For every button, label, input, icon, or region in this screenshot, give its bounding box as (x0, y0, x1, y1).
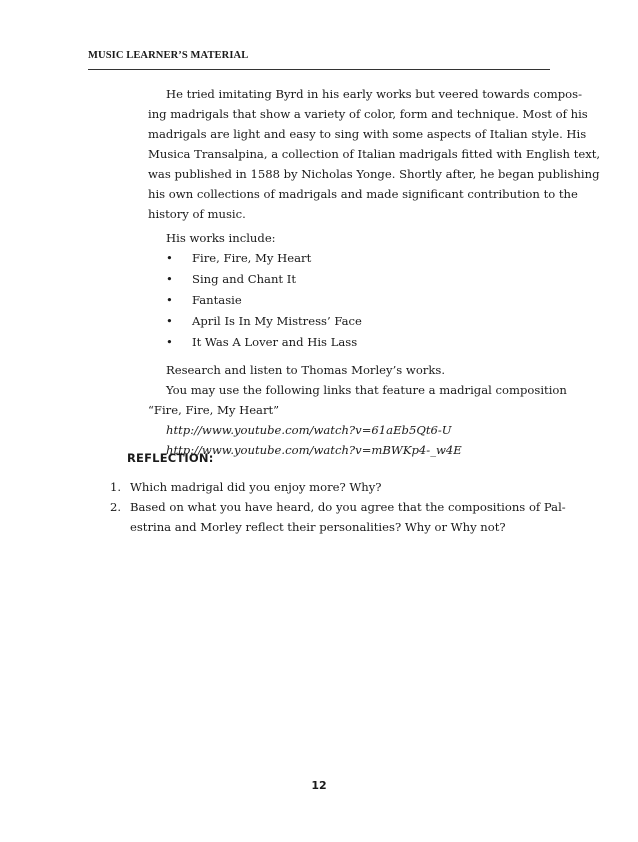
question-text: estrina and Morley reflect their personalities? Why or Why not? (130, 520, 506, 534)
bullet-icon: • (166, 251, 173, 265)
page-number: 12 (311, 779, 327, 792)
youtube-link[interactable]: http://www.youtube.com/watch?v=61aEb5Qt6-U (166, 423, 452, 437)
work-title: Fire, Fire, My Heart (192, 251, 312, 265)
reflection-heading: REFLECTION: (127, 451, 214, 465)
intro-line: his own collections of madrigals and made significant contribution to the (148, 187, 578, 201)
youtube-link[interactable]: http://www.youtube.com/watch?v=mBWKp4-_w4E (166, 443, 462, 457)
intro-line: history of music. (148, 207, 246, 221)
links-intro-title: “Fire, Fire, My Heart” (148, 403, 280, 417)
work-title: Sing and Chant It (192, 272, 297, 286)
intro-line: ing madrigals that show a variety of color, form and technique. Most of his (148, 107, 588, 121)
research-instruction: Research and listen to Thomas Morley’s works. (166, 363, 446, 377)
work-title: It Was A Lover and His Lass (192, 335, 358, 349)
bullet-icon: • (166, 293, 173, 307)
work-title: Fantasie (192, 293, 242, 307)
question-text: Based on what you have heard, do you agree that the compositions of Pal- (130, 500, 566, 514)
bullet-icon: • (166, 272, 173, 286)
intro-line: Musica Transalpina, a collection of Italian madrigals fitted with English text, (148, 147, 601, 161)
intro-line: madrigals are light and easy to sing with some aspects of Italian style. His (148, 127, 587, 141)
question-text: Which madrigal did you enjoy more? Why? (130, 480, 382, 494)
bullet-icon: • (166, 335, 173, 349)
question-number: 2. (110, 500, 122, 514)
work-title: April Is In My Mistress’ Face (192, 314, 362, 328)
header-divider (88, 69, 550, 70)
page-header-title: MUSIC LEARNER’S MATERIAL (88, 50, 249, 61)
works-heading: His works include: (166, 231, 276, 245)
links-intro: You may use the following links that feature a madrigal composition (166, 383, 567, 397)
intro-line: He tried imitating Byrd in his early works but veered towards compos- (166, 87, 583, 101)
intro-line: was published in 1588 by Nicholas Yonge. Shortly after, he began publishing (148, 167, 600, 181)
question-number: 1. (110, 480, 122, 494)
bullet-icon: • (166, 314, 173, 328)
